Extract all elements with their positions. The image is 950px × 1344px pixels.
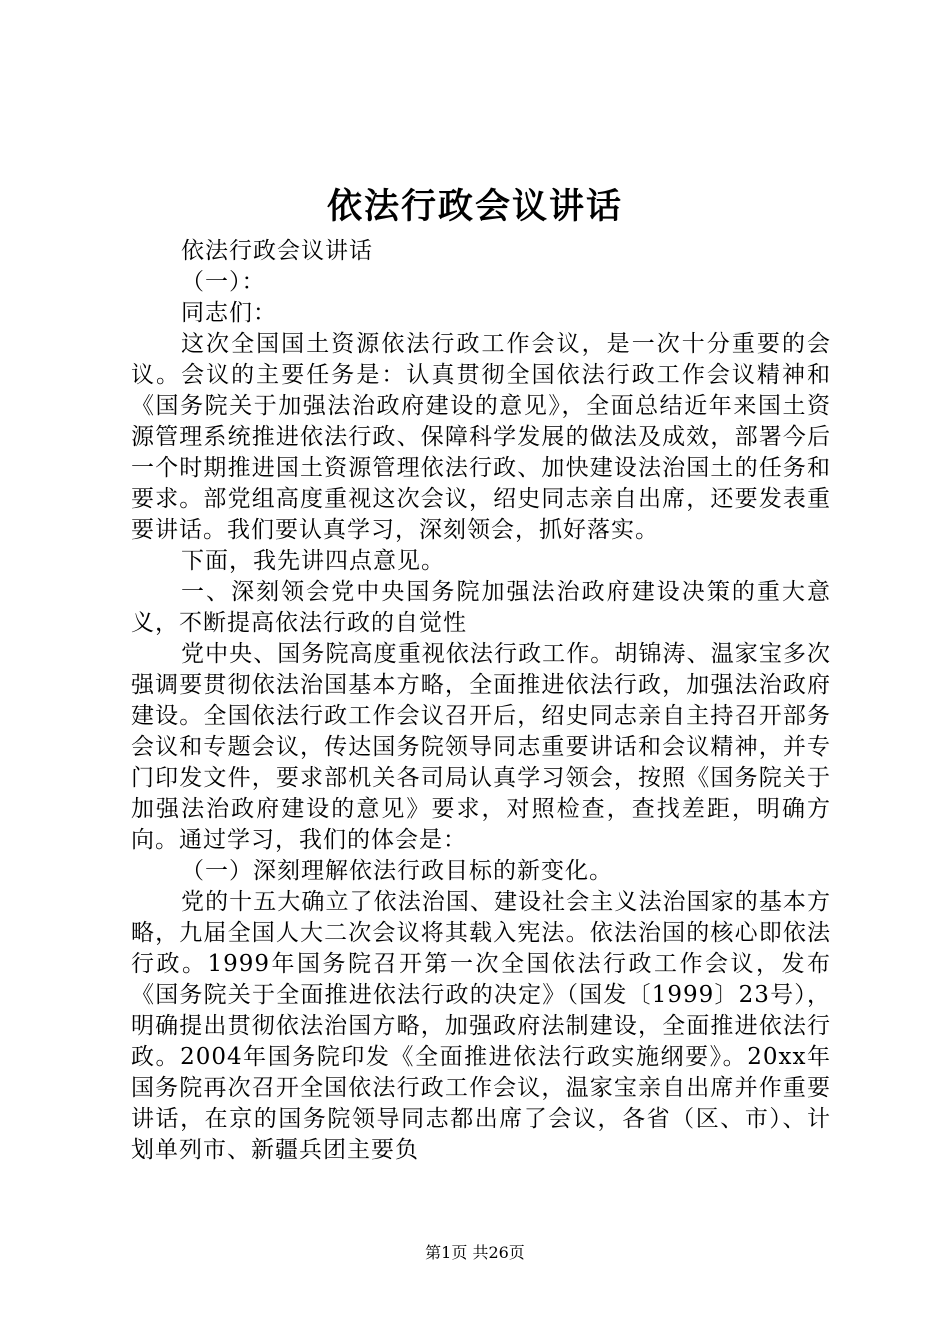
paragraph: 党中央、国务院高度重视依法行政工作。胡锦涛、温家宝多次强调要贯彻依法治国基本方略，全面推进依法行政，加强法治政府建设。全国依法行政工作会议召开后，绍史同志亲自主持召开部务会议和专题会议，传达国务院领导同志重要讲话和会议精神，并专门印发文件，要求部机关各司局认真学习领会，按照《国务院关于加强法治政府建设的意见》要求，对照检查，查找差距，明确方向。通过学习，我们的体会是： <box>131 641 831 853</box>
paragraph: 党的十五大确立了依法治国、建设社会主义法治国家的基本方略，九届全国人大二次会议将其载入宪法。依法治国的核心即依法行政。1999年国务院召开第一次全国依法行政工作会议，发布《国务院关于全面推进依法行政的决定》（国发〔1999〕23号），明确提出贯彻依法治国方略，加强政府法制建设，全面推进依法行政。2004年国务院印发《全面推进依法行政实施纲要》。20xx年国务院再次召开全国依法行政工作会议，温家宝亲自出席并作重要讲话，在京的国务院领导同志都出席了会议，各省（区、市）、计划单列市、新疆兵团主要负 <box>131 889 831 1163</box>
paragraph: 这次全国国土资源依法行政工作会议，是一次十分重要的会议。会议的主要任务是：认真贯彻全国依法行政工作会议精神和《国务院关于加强法治政府建设的意见》，全面总结近年来国土资源管理系统推进依法行政、保障科学发展的做法及成效，部署今后一个时期推进国土资源管理依法行政、加快建设法治国土的任务和要求。部党组高度重视这次会议，绍史同志亲自出席，还要发表重要讲话。我们要认真学习，深刻领会，抓好落实。 <box>131 331 831 543</box>
page-footer: 第1页 共26页 <box>425 1243 525 1262</box>
subsection-heading: （一）深刻理解依法行政目标的新变化。 <box>181 858 613 884</box>
document-title: 依法行政会议讲话 <box>326 186 623 227</box>
paragraph: （一）： <box>181 269 266 295</box>
paragraph: 依法行政会议讲话 <box>181 238 373 264</box>
paragraph: 下面，我先讲四点意见。 <box>181 548 445 574</box>
document-body <box>131 236 831 1166</box>
section-heading: 一、深刻领会党中央国务院加强法治政府建设决策的重大意义，不断提高依法行政的自觉性 <box>131 579 831 636</box>
paragraph: 同志们： <box>181 300 277 326</box>
